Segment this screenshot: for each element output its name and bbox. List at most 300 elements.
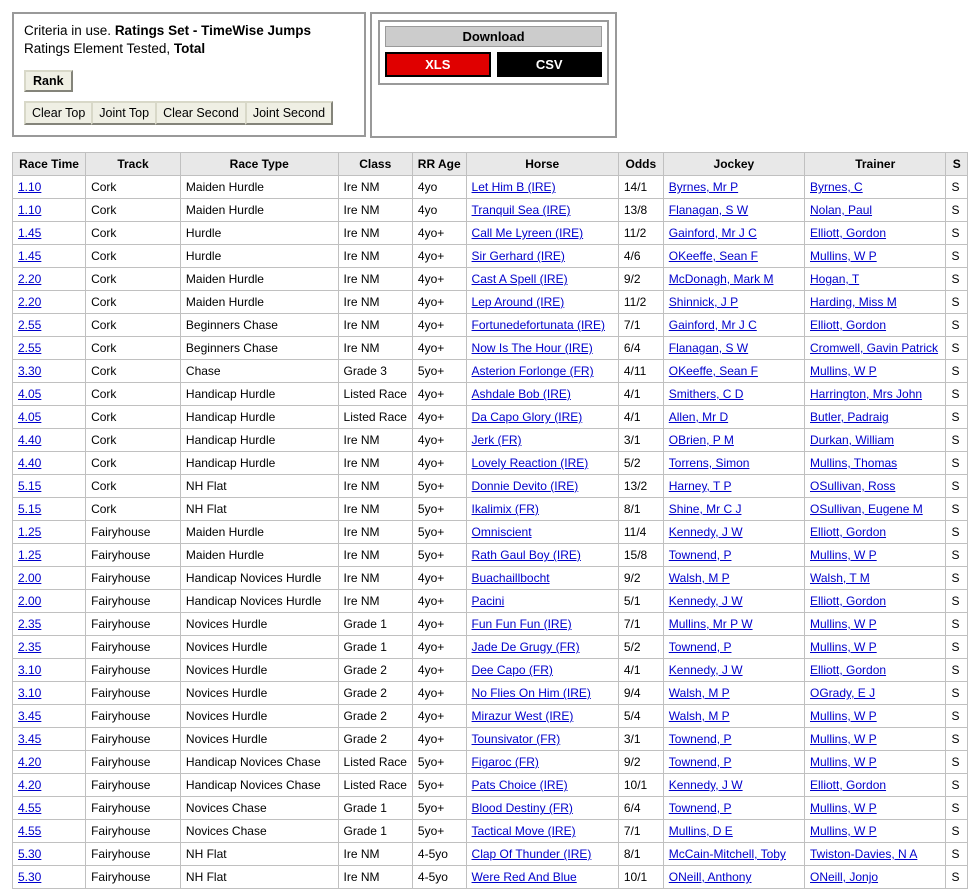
- cell-odds: 3/1: [618, 728, 663, 751]
- cell-jockey[interactable]: Torrens, Simon: [663, 452, 804, 475]
- cell-race-type: Novices Hurdle: [180, 636, 338, 659]
- cell-track: Fairyhouse: [86, 820, 181, 843]
- cell-race-time[interactable]: 2.35: [13, 613, 86, 636]
- col-class[interactable]: Class: [338, 153, 412, 176]
- cell-class: Grade 2: [338, 728, 412, 751]
- cell-track: Cork: [86, 337, 181, 360]
- cell-extra: S: [946, 360, 968, 383]
- joint-second-button[interactable]: Joint Second: [245, 101, 333, 125]
- cell-class: Ire NM: [338, 843, 412, 866]
- col-rr-age[interactable]: RR Age: [412, 153, 466, 176]
- cell-race-type: Novices Hurdle: [180, 682, 338, 705]
- cell-horse[interactable]: Pats Choice (IRE): [466, 774, 618, 797]
- cell-race-type: Maiden Hurdle: [180, 544, 338, 567]
- cell-trainer[interactable]: Mullins, W P: [805, 613, 946, 636]
- col-race-type[interactable]: Race Type: [180, 153, 338, 176]
- download-title: Download: [385, 26, 602, 47]
- cell-trainer[interactable]: Mullins, W P: [805, 797, 946, 820]
- cell-rr-age: 4yo+: [412, 728, 466, 751]
- cell-class: Ire NM: [338, 475, 412, 498]
- cell-race-type: Handicap Hurdle: [180, 383, 338, 406]
- cell-race-type: Handicap Novices Hurdle: [180, 567, 338, 590]
- cell-trainer[interactable]: Mullins, W P: [805, 544, 946, 567]
- cell-race-time[interactable]: 3.45: [13, 728, 86, 751]
- cell-jockey[interactable]: Allen, Mr D: [663, 406, 804, 429]
- cell-horse[interactable]: Da Capo Glory (IRE): [466, 406, 618, 429]
- cell-trainer[interactable]: Elliott, Gordon: [805, 590, 946, 613]
- cell-odds: 4/1: [618, 659, 663, 682]
- cell-trainer[interactable]: Walsh, T M: [805, 567, 946, 590]
- cell-track: Cork: [86, 245, 181, 268]
- cell-odds: 5/1: [618, 590, 663, 613]
- table-row: [13, 774, 968, 797]
- cell-track: Cork: [86, 452, 181, 475]
- cell-race-type: Handicap Hurdle: [180, 429, 338, 452]
- cell-track: Fairyhouse: [86, 659, 181, 682]
- table-row: [13, 429, 968, 452]
- cell-rr-age: 4yo: [412, 176, 466, 199]
- table-row: [13, 222, 968, 245]
- cell-trainer[interactable]: Mullins, W P: [805, 636, 946, 659]
- table-row: [13, 705, 968, 728]
- cell-race-time[interactable]: 1.25: [13, 521, 86, 544]
- cell-horse[interactable]: Lovely Reaction (IRE): [466, 452, 618, 475]
- cell-track: Cork: [86, 383, 181, 406]
- download-panel: [370, 12, 617, 138]
- cell-rr-age: 4yo+: [412, 452, 466, 475]
- cell-rr-age: 4yo+: [412, 659, 466, 682]
- cell-class: Grade 1: [338, 797, 412, 820]
- joint-top-button[interactable]: Joint Top: [91, 101, 157, 125]
- cell-class: Ire NM: [338, 176, 412, 199]
- cell-trainer[interactable]: Elliott, Gordon: [805, 222, 946, 245]
- cell-race-time[interactable]: 2.20: [13, 268, 86, 291]
- cell-race-time[interactable]: 3.10: [13, 682, 86, 705]
- cell-jockey[interactable]: Townend, P: [663, 797, 804, 820]
- cell-horse[interactable]: Donnie Devito (IRE): [466, 475, 618, 498]
- cell-horse[interactable]: Asterion Forlonge (FR): [466, 360, 618, 383]
- cell-jockey[interactable]: McDonagh, Mark M: [663, 268, 804, 291]
- cell-jockey[interactable]: Walsh, M P: [663, 567, 804, 590]
- cell-extra: S: [946, 475, 968, 498]
- cell-class: Grade 3: [338, 360, 412, 383]
- cell-jockey[interactable]: Flanagan, S W: [663, 337, 804, 360]
- cell-rr-age: 4-5yo: [412, 843, 466, 866]
- cell-jockey[interactable]: Gainford, Mr J C: [663, 314, 804, 337]
- cell-race-type: Novices Hurdle: [180, 613, 338, 636]
- cell-track: Fairyhouse: [86, 567, 181, 590]
- cell-race-time[interactable]: 2.35: [13, 636, 86, 659]
- cell-horse[interactable]: No Flies On Him (IRE): [466, 682, 618, 705]
- cell-jockey[interactable]: Shinnick, J P: [663, 291, 804, 314]
- cell-extra: S: [946, 843, 968, 866]
- col-extra[interactable]: S: [946, 153, 968, 176]
- cell-horse[interactable]: Call Me Lyreen (IRE): [466, 222, 618, 245]
- download-inner: [378, 20, 609, 85]
- cell-trainer[interactable]: Butler, Padraig: [805, 406, 946, 429]
- cell-rr-age: 4yo+: [412, 682, 466, 705]
- table-row: [13, 337, 968, 360]
- cell-horse[interactable]: Clap Of Thunder (IRE): [466, 843, 618, 866]
- cell-horse[interactable]: Were Red And Blue: [466, 866, 618, 889]
- cell-trainer[interactable]: Harding, Miss M: [805, 291, 946, 314]
- cell-race-time[interactable]: 4.40: [13, 429, 86, 452]
- cell-race-time[interactable]: 1.10: [13, 176, 86, 199]
- cell-class: Ire NM: [338, 222, 412, 245]
- cell-trainer[interactable]: Mullins, W P: [805, 360, 946, 383]
- cell-rr-age: 5yo+: [412, 797, 466, 820]
- cell-odds: 6/4: [618, 337, 663, 360]
- cell-jockey[interactable]: Mullins, D E: [663, 820, 804, 843]
- cell-extra: S: [946, 544, 968, 567]
- cell-jockey[interactable]: Gainford, Mr J C: [663, 222, 804, 245]
- cell-jockey[interactable]: Mullins, Mr P W: [663, 613, 804, 636]
- cell-track: Fairyhouse: [86, 751, 181, 774]
- cell-trainer[interactable]: Cromwell, Gavin Patrick: [805, 337, 946, 360]
- cell-extra: S: [946, 314, 968, 337]
- cell-track: Cork: [86, 406, 181, 429]
- cell-track: Cork: [86, 222, 181, 245]
- cell-race-time[interactable]: 2.55: [13, 337, 86, 360]
- cell-extra: S: [946, 383, 968, 406]
- cell-jockey[interactable]: Harney, T P: [663, 475, 804, 498]
- cell-race-type: Handicap Hurdle: [180, 406, 338, 429]
- cell-trainer[interactable]: Elliott, Gordon: [805, 659, 946, 682]
- cell-race-time[interactable]: 5.30: [13, 843, 86, 866]
- cell-horse[interactable]: Jade De Grugy (FR): [466, 636, 618, 659]
- cell-extra: S: [946, 682, 968, 705]
- cell-trainer[interactable]: ONeill, Jonjo: [805, 866, 946, 889]
- results-table-wrapper: [12, 152, 968, 889]
- cell-rr-age: 4yo+: [412, 590, 466, 613]
- criteria-label: Criteria in use.: [24, 23, 112, 38]
- cell-jockey[interactable]: Kennedy, J W: [663, 659, 804, 682]
- cell-class: Ire NM: [338, 452, 412, 475]
- cell-extra: S: [946, 268, 968, 291]
- cell-jockey[interactable]: Kennedy, J W: [663, 774, 804, 797]
- cell-class: Listed Race: [338, 774, 412, 797]
- cell-race-type: Novices Chase: [180, 797, 338, 820]
- cell-horse[interactable]: Sir Gerhard (IRE): [466, 245, 618, 268]
- cell-jockey[interactable]: Walsh, M P: [663, 705, 804, 728]
- cell-horse[interactable]: Omniscient: [466, 521, 618, 544]
- cell-jockey[interactable]: McCain-Mitchell, Toby: [663, 843, 804, 866]
- cell-trainer[interactable]: Mullins, W P: [805, 245, 946, 268]
- cell-horse[interactable]: Figaroc (FR): [466, 751, 618, 774]
- cell-extra: S: [946, 222, 968, 245]
- cell-class: Grade 1: [338, 636, 412, 659]
- cell-odds: 3/1: [618, 429, 663, 452]
- cell-trainer[interactable]: Elliott, Gordon: [805, 521, 946, 544]
- criteria-set-name: Ratings Set - TimeWise Jumps: [114, 23, 311, 38]
- cell-class: Ire NM: [338, 498, 412, 521]
- cell-odds: 8/1: [618, 843, 663, 866]
- cell-horse[interactable]: Blood Destiny (FR): [466, 797, 618, 820]
- cell-race-time[interactable]: 4.20: [13, 774, 86, 797]
- cell-race-type: Novices Hurdle: [180, 705, 338, 728]
- cell-rr-age: 4-5yo: [412, 866, 466, 889]
- cell-race-time[interactable]: 4.05: [13, 383, 86, 406]
- cell-race-time[interactable]: 2.00: [13, 567, 86, 590]
- cell-extra: S: [946, 590, 968, 613]
- cell-horse[interactable]: Buachaillbocht: [466, 567, 618, 590]
- table-row: [13, 406, 968, 429]
- cell-class: Grade 1: [338, 820, 412, 843]
- cell-race-time[interactable]: 3.30: [13, 360, 86, 383]
- cell-race-time[interactable]: 1.25: [13, 544, 86, 567]
- cell-trainer[interactable]: Nolan, Paul: [805, 199, 946, 222]
- cell-horse[interactable]: Let Him B (IRE): [466, 176, 618, 199]
- cell-race-time[interactable]: 5.15: [13, 475, 86, 498]
- cell-trainer[interactable]: Byrnes, C: [805, 176, 946, 199]
- cell-track: Cork: [86, 360, 181, 383]
- cell-jockey[interactable]: Kennedy, J W: [663, 521, 804, 544]
- cell-trainer[interactable]: OGrady, E J: [805, 682, 946, 705]
- cell-trainer[interactable]: Mullins, W P: [805, 751, 946, 774]
- cell-jockey[interactable]: Smithers, C D: [663, 383, 804, 406]
- table-row: [13, 314, 968, 337]
- cell-odds: 5/2: [618, 452, 663, 475]
- cell-rr-age: 5yo+: [412, 360, 466, 383]
- cell-track: Fairyhouse: [86, 705, 181, 728]
- cell-trainer[interactable]: Hogan, T: [805, 268, 946, 291]
- table-row: [13, 544, 968, 567]
- cell-odds: 7/1: [618, 613, 663, 636]
- cell-class: Listed Race: [338, 751, 412, 774]
- cell-horse[interactable]: Cast A Spell (IRE): [466, 268, 618, 291]
- cell-extra: S: [946, 567, 968, 590]
- cell-horse[interactable]: Tranquil Sea (IRE): [466, 199, 618, 222]
- download-xls-button[interactable]: XLS: [385, 52, 491, 77]
- cell-race-time[interactable]: 5.30: [13, 866, 86, 889]
- clear-top-button[interactable]: Clear Top: [24, 101, 93, 125]
- cell-race-type: Beginners Chase: [180, 314, 338, 337]
- cell-track: Cork: [86, 176, 181, 199]
- cell-race-time[interactable]: 4.20: [13, 751, 86, 774]
- cell-extra: S: [946, 659, 968, 682]
- results-table: [12, 152, 968, 889]
- cell-horse[interactable]: Lep Around (IRE): [466, 291, 618, 314]
- cell-rr-age: 5yo+: [412, 820, 466, 843]
- clear-second-button[interactable]: Clear Second: [155, 101, 247, 125]
- cell-trainer[interactable]: Twiston-Davies, N A: [805, 843, 946, 866]
- cell-race-type: Novices Chase: [180, 820, 338, 843]
- filter-toggle-row: [24, 101, 354, 125]
- cell-trainer[interactable]: Mullins, W P: [805, 705, 946, 728]
- cell-odds: 10/1: [618, 774, 663, 797]
- cell-jockey[interactable]: Shine, Mr C J: [663, 498, 804, 521]
- cell-odds: 13/8: [618, 199, 663, 222]
- cell-track: Fairyhouse: [86, 636, 181, 659]
- cell-class: Ire NM: [338, 429, 412, 452]
- col-horse[interactable]: Horse: [466, 153, 618, 176]
- download-csv-button[interactable]: CSV: [497, 52, 603, 77]
- cell-race-type: Beginners Chase: [180, 337, 338, 360]
- cell-jockey[interactable]: ONeill, Anthony: [663, 866, 804, 889]
- cell-rr-age: 4yo+: [412, 567, 466, 590]
- cell-track: Fairyhouse: [86, 590, 181, 613]
- cell-extra: S: [946, 429, 968, 452]
- table-row: [13, 613, 968, 636]
- col-jockey[interactable]: Jockey: [663, 153, 804, 176]
- table-row: [13, 291, 968, 314]
- cell-extra: S: [946, 613, 968, 636]
- cell-odds: 9/2: [618, 751, 663, 774]
- cell-race-time[interactable]: 3.10: [13, 659, 86, 682]
- cell-horse[interactable]: Ikalimix (FR): [466, 498, 618, 521]
- cell-extra: S: [946, 291, 968, 314]
- cell-jockey[interactable]: OKeeffe, Sean F: [663, 360, 804, 383]
- cell-jockey[interactable]: Kennedy, J W: [663, 590, 804, 613]
- cell-track: Cork: [86, 498, 181, 521]
- cell-race-time[interactable]: 1.10: [13, 199, 86, 222]
- cell-race-time[interactable]: 2.20: [13, 291, 86, 314]
- cell-trainer[interactable]: OSullivan, Eugene M: [805, 498, 946, 521]
- col-race-time[interactable]: Race Time: [13, 153, 86, 176]
- cell-race-time[interactable]: 2.00: [13, 590, 86, 613]
- cell-trainer[interactable]: OSullivan, Ross: [805, 475, 946, 498]
- cell-rr-age: 4yo+: [412, 613, 466, 636]
- cell-horse[interactable]: Fortunedefortunata (IRE): [466, 314, 618, 337]
- cell-race-type: Chase: [180, 360, 338, 383]
- cell-horse[interactable]: Tactical Move (IRE): [466, 820, 618, 843]
- cell-jockey[interactable]: Walsh, M P: [663, 682, 804, 705]
- cell-race-time[interactable]: 2.55: [13, 314, 86, 337]
- cell-race-time[interactable]: 5.15: [13, 498, 86, 521]
- cell-jockey[interactable]: Townend, P: [663, 728, 804, 751]
- cell-class: Ire NM: [338, 245, 412, 268]
- cell-class: Grade 2: [338, 705, 412, 728]
- cell-horse[interactable]: Pacini: [466, 590, 618, 613]
- col-trainer[interactable]: Trainer: [805, 153, 946, 176]
- cell-extra: S: [946, 728, 968, 751]
- criteria-panel: [12, 12, 366, 137]
- cell-horse[interactable]: Fun Fun Fun (IRE): [466, 613, 618, 636]
- table-row: [13, 452, 968, 475]
- cell-extra: S: [946, 245, 968, 268]
- cell-rr-age: 5yo+: [412, 774, 466, 797]
- cell-rr-age: 5yo+: [412, 521, 466, 544]
- cell-trainer[interactable]: Elliott, Gordon: [805, 774, 946, 797]
- cell-track: Cork: [86, 199, 181, 222]
- cell-extra: S: [946, 774, 968, 797]
- cell-class: Ire NM: [338, 337, 412, 360]
- cell-jockey[interactable]: Townend, P: [663, 751, 804, 774]
- cell-jockey[interactable]: Byrnes, Mr P: [663, 176, 804, 199]
- table-row: [13, 797, 968, 820]
- cell-rr-age: 4yo+: [412, 705, 466, 728]
- table-row: [13, 521, 968, 544]
- cell-class: Grade 1: [338, 613, 412, 636]
- criteria-element-line: [24, 40, 354, 58]
- cell-horse[interactable]: Dee Capo (FR): [466, 659, 618, 682]
- cell-race-type: Maiden Hurdle: [180, 199, 338, 222]
- cell-track: Fairyhouse: [86, 728, 181, 751]
- cell-jockey[interactable]: Townend, P: [663, 636, 804, 659]
- rank-button[interactable]: Rank: [24, 70, 73, 92]
- cell-race-time[interactable]: 1.45: [13, 245, 86, 268]
- table-row: [13, 590, 968, 613]
- cell-class: Ire NM: [338, 544, 412, 567]
- cell-race-type: Handicap Hurdle: [180, 452, 338, 475]
- cell-race-time[interactable]: 1.45: [13, 222, 86, 245]
- cell-rr-age: 4yo+: [412, 429, 466, 452]
- cell-horse[interactable]: Jerk (FR): [466, 429, 618, 452]
- cell-odds: 5/4: [618, 705, 663, 728]
- cell-race-type: NH Flat: [180, 866, 338, 889]
- cell-trainer[interactable]: Durkan, William: [805, 429, 946, 452]
- cell-track: Cork: [86, 429, 181, 452]
- cell-horse[interactable]: Ashdale Bob (IRE): [466, 383, 618, 406]
- cell-race-time[interactable]: 4.55: [13, 820, 86, 843]
- cell-horse[interactable]: Rath Gaul Boy (IRE): [466, 544, 618, 567]
- cell-class: Ire NM: [338, 268, 412, 291]
- cell-rr-age: 5yo+: [412, 475, 466, 498]
- cell-odds: 15/8: [618, 544, 663, 567]
- cell-jockey[interactable]: OBrien, P M: [663, 429, 804, 452]
- cell-odds: 4/6: [618, 245, 663, 268]
- cell-rr-age: 5yo+: [412, 498, 466, 521]
- table-row: [13, 682, 968, 705]
- cell-odds: 5/2: [618, 636, 663, 659]
- cell-trainer[interactable]: Harrington, Mrs John: [805, 383, 946, 406]
- cell-extra: S: [946, 176, 968, 199]
- cell-track: Cork: [86, 268, 181, 291]
- cell-jockey[interactable]: Flanagan, S W: [663, 199, 804, 222]
- cell-track: Fairyhouse: [86, 521, 181, 544]
- criteria-element-value: Total: [173, 41, 206, 56]
- cell-trainer[interactable]: Mullins, W P: [805, 820, 946, 843]
- download-buttons: [385, 52, 602, 77]
- cell-track: Fairyhouse: [86, 797, 181, 820]
- cell-class: Ire NM: [338, 521, 412, 544]
- cell-trainer[interactable]: Elliott, Gordon: [805, 314, 946, 337]
- cell-class: Ire NM: [338, 314, 412, 337]
- cell-trainer[interactable]: Mullins, W P: [805, 728, 946, 751]
- cell-extra: S: [946, 199, 968, 222]
- cell-race-type: NH Flat: [180, 843, 338, 866]
- cell-race-time[interactable]: 3.45: [13, 705, 86, 728]
- cell-rr-age: 4yo: [412, 199, 466, 222]
- cell-odds: 13/2: [618, 475, 663, 498]
- cell-trainer[interactable]: Mullins, Thomas: [805, 452, 946, 475]
- cell-horse[interactable]: Mirazur West (IRE): [466, 705, 618, 728]
- cell-race-time[interactable]: 4.55: [13, 797, 86, 820]
- cell-class: Ire NM: [338, 199, 412, 222]
- cell-class: Listed Race: [338, 383, 412, 406]
- cell-jockey[interactable]: Townend, P: [663, 544, 804, 567]
- cell-rr-age: 4yo+: [412, 406, 466, 429]
- cell-race-time[interactable]: 4.40: [13, 452, 86, 475]
- cell-odds: 4/1: [618, 406, 663, 429]
- cell-race-type: Hurdle: [180, 222, 338, 245]
- col-track[interactable]: Track: [86, 153, 181, 176]
- cell-extra: S: [946, 820, 968, 843]
- cell-horse[interactable]: Now Is The Hour (IRE): [466, 337, 618, 360]
- cell-track: Fairyhouse: [86, 544, 181, 567]
- cell-extra: S: [946, 705, 968, 728]
- criteria-set-line: [24, 22, 354, 40]
- cell-race-time[interactable]: 4.05: [13, 406, 86, 429]
- cell-horse[interactable]: Tounsivator (FR): [466, 728, 618, 751]
- cell-track: Cork: [86, 314, 181, 337]
- col-odds[interactable]: Odds: [618, 153, 663, 176]
- cell-race-type: Handicap Novices Chase: [180, 751, 338, 774]
- table-row: [13, 728, 968, 751]
- cell-odds: 4/11: [618, 360, 663, 383]
- cell-jockey[interactable]: OKeeffe, Sean F: [663, 245, 804, 268]
- cell-odds: 10/1: [618, 866, 663, 889]
